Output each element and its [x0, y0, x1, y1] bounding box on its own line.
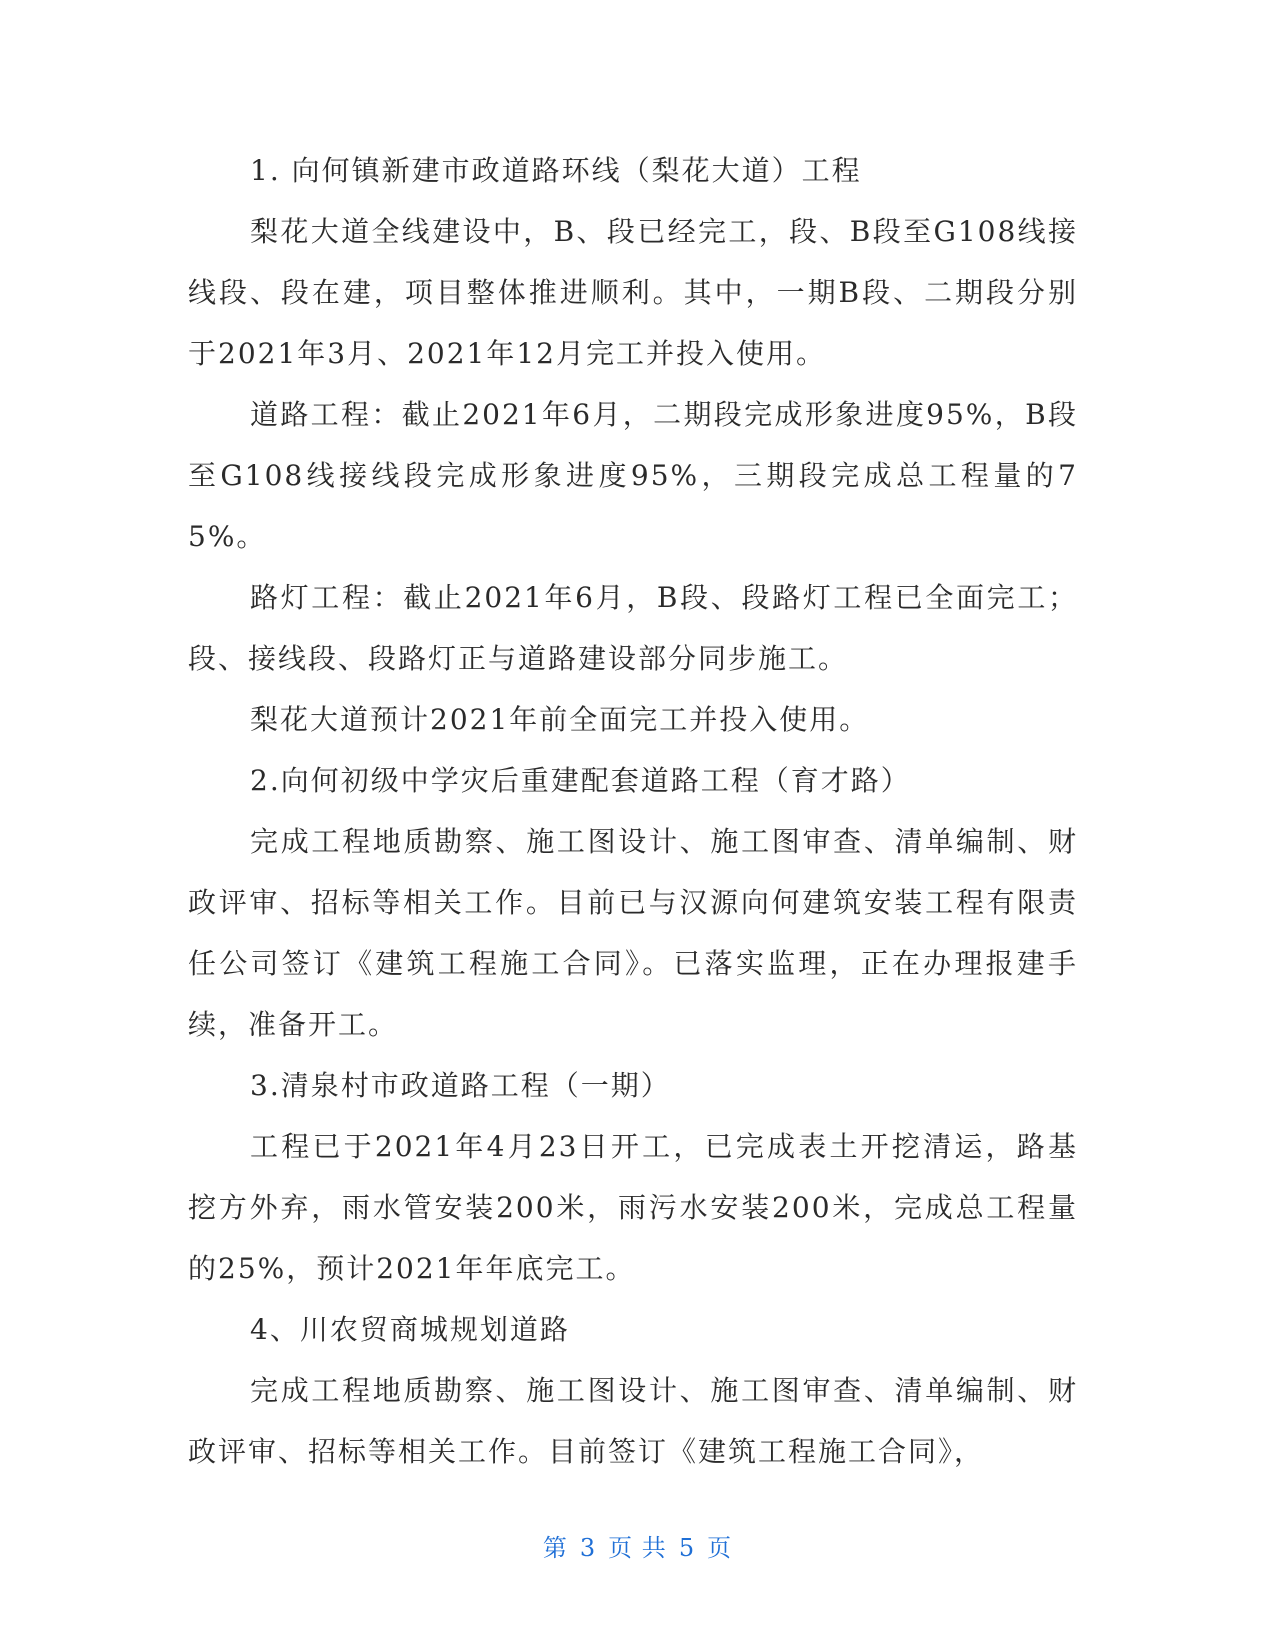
heading-project-1: 1. 向何镇新建市政道路环线（梨花大道）工程	[250, 154, 862, 187]
footer-current-page: 3	[579, 1534, 597, 1562]
document-body	[188, 140, 1078, 1482]
footer-total-pages: 5	[678, 1534, 696, 1562]
footer-prefix: 第	[542, 1534, 568, 1562]
paragraph-project-2-status: 完成工程地质勘察、施工图设计、施工图审查、清单编制、财政评审、招标等相关工作。目前已与汉源向何建筑安装工程有限责任公司签订《建筑工程施工合同》。已落实监理，正在办理报建手续，准备开工。	[188, 825, 1078, 1041]
heading-project-2: 2.向何初级中学灾后重建配套道路工程（育才路）	[250, 764, 911, 797]
paragraph-road-works: 道路工程：截止2021年6月，二期段完成形象进度95%，B段至G108线接线段完成形象进度95%，三期段完成总工程量的75%。	[188, 398, 1078, 553]
paragraph-street-lights: 路灯工程：截止2021年6月，B段、段路灯工程已全面完工；段、接线段、段路灯正与道路建设部分同步施工。	[188, 581, 1078, 675]
paragraph-project-3-status: 工程已于2021年4月23日开工，已完成表土开挖清运，路基挖方外弃，雨水管安装200米，雨污水安装200米，完成总工程量的25%，预计2021年年底完工。	[188, 1130, 1078, 1285]
heading-project-3: 3.清泉村市政道路工程（一期）	[250, 1069, 671, 1102]
footer-mid: 页 共	[608, 1534, 667, 1562]
paragraph-completion-forecast: 梨花大道预计2021年前全面完工并投入使用。	[250, 703, 870, 736]
page-number-footer	[0, 1528, 1275, 1563]
paragraph-project-4-status: 完成工程地质勘察、施工图设计、施工图审查、清单编制、财政评审、招标等相关工作。目前签订《建筑工程施工合同》，	[188, 1374, 1078, 1468]
heading-project-4: 4、川农贸商城规划道路	[250, 1313, 570, 1346]
paragraph-project-1-overview: 梨花大道全线建设中，B、段已经完工，段、B段至G108线接线段、段在建，项目整体推进顺利。其中，一期B段、二期段分别于2021年3月、2021年12月完工并投入使用。	[188, 215, 1078, 370]
footer-suffix: 页	[707, 1534, 733, 1562]
